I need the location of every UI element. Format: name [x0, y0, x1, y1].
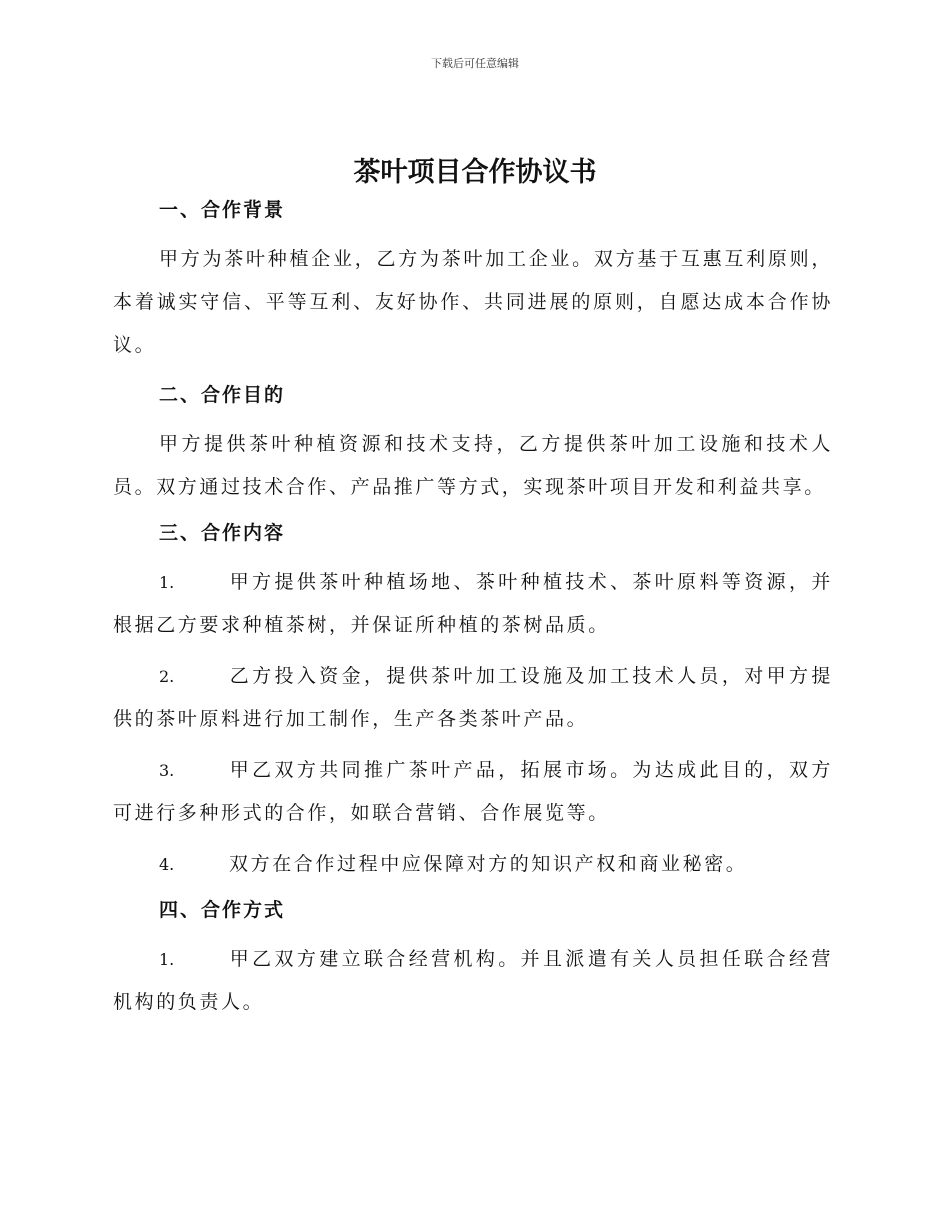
item-text: 甲乙双方共同推广茶叶产品，拓展市场。为达成此目的，双方可进行多种形式的合作，如联合营销、合作展览等。	[113, 759, 833, 824]
section-paragraph: 甲方提供茶叶种植资源和技术支持，乙方提供茶叶加工设施和技术人员。双方通过技术合作、产品推广等方式，实现茶叶项目开发和利益共享。	[113, 433, 833, 498]
item-text: 双方在合作过程中应保障对方的知识产权和商业秘密。	[229, 853, 748, 875]
document-title: 茶叶项目合作协议书	[353, 157, 597, 188]
section-heading: 三、合作内容	[159, 522, 286, 544]
item-text: 甲方提供茶叶种植场地、茶叶种植技术、茶叶原料等资源，并根据乙方要求种植茶树，并保证所种植的茶树品质。	[113, 571, 833, 636]
item-text: 甲乙双方建立联合经营机构。并且派遣有关人员担任联合经营机构的负责人。	[113, 948, 833, 1013]
list-item	[113, 843, 833, 886]
list-item	[113, 749, 833, 835]
item-number: 1.	[159, 573, 175, 592]
item-text: 乙方投入资金，提供茶叶加工设施及加工技术人员，对甲方提供的茶叶原料进行加工制作，生产各类茶叶产品。	[113, 665, 833, 730]
list-item	[113, 655, 833, 741]
item-number: 2.	[159, 667, 175, 686]
item-number: 3.	[159, 761, 175, 780]
section-heading: 一、合作背景	[159, 199, 286, 221]
item-number: 1.	[159, 950, 175, 969]
item-number: 4.	[159, 855, 175, 874]
section-paragraph: 甲方为茶叶种植企业，乙方为茶叶加工企业。双方基于互惠互利原则，本着诚实守信、平等互利、友好协作、共同进展的原则，自愿达成本合作协议。	[113, 248, 833, 356]
header-note: 下载后可任意编辑	[431, 57, 519, 70]
section-heading: 四、合作方式	[159, 899, 286, 921]
list-item	[113, 561, 833, 647]
list-item	[113, 938, 833, 1024]
section-heading: 二、合作目的	[159, 384, 286, 406]
document-body	[113, 194, 833, 1024]
